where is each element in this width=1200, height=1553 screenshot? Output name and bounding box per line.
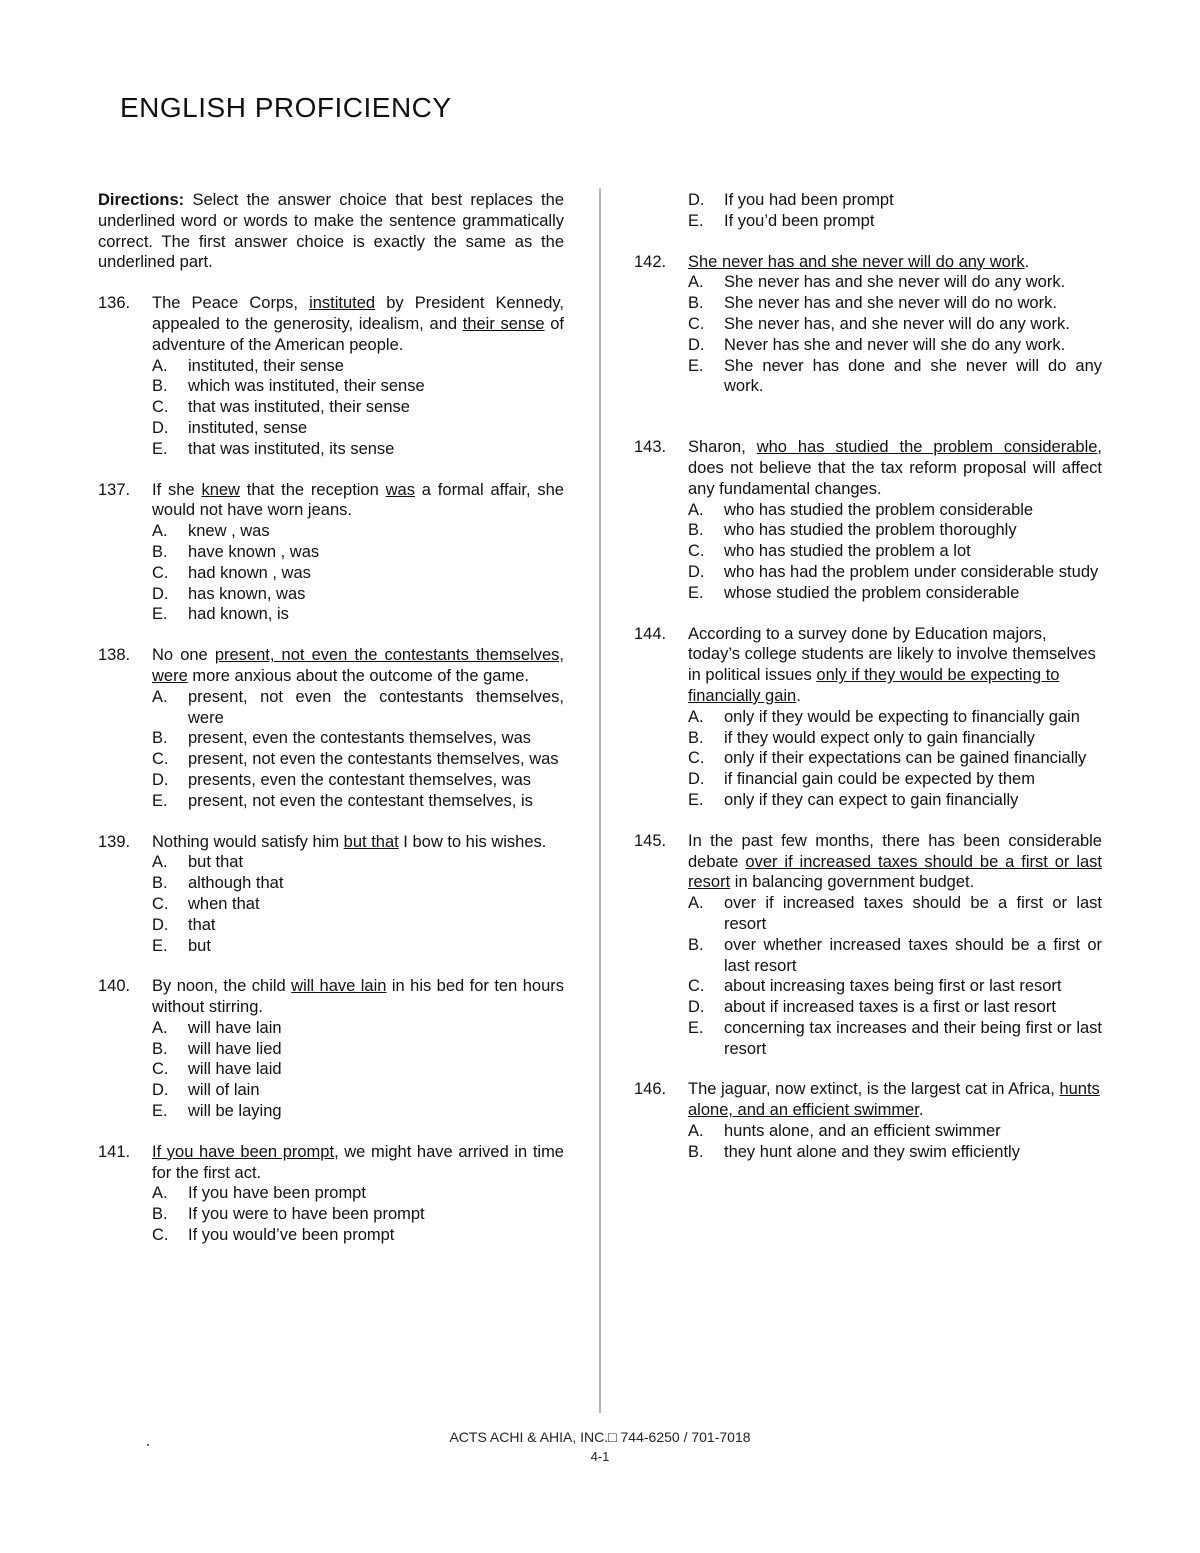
answer-option: E. If you’d been prompt: [688, 211, 875, 230]
underlined-part: who has studied the problem considerable: [756, 438, 1098, 457]
answer-option: A. over if increased taxes should be a first or last resort: [688, 894, 1102, 933]
question-number: 139.: [98, 832, 131, 851]
answer-option: A. present, not even the contestants themselves, were: [152, 687, 564, 727]
question-number: 136.: [98, 294, 131, 313]
answer-option: A. only if they would be expecting to financially gain: [688, 707, 1080, 726]
question-stem: According to a survey done by Education majors, today’s college students are likely to involve themselves in political issues only if they would be expecting to financially gain.: [688, 624, 1096, 705]
right-column: [634, 190, 1102, 1163]
answer-option: A. will have lain: [152, 1018, 282, 1037]
underlined-part: only if they would be expecting to financially gain: [688, 666, 1060, 705]
answer-option: C. when that: [152, 894, 260, 913]
underlined-part: their sense: [462, 314, 545, 333]
answer-option: D. will of lain: [152, 1081, 260, 1100]
column-divider: [599, 188, 601, 1413]
directions: [98, 190, 564, 273]
answer-option: C. that was instituted, their sense: [152, 398, 410, 417]
answer-option: E. will be laying: [152, 1102, 282, 1121]
question-number: 138.: [98, 646, 131, 665]
answer-option: B. over whether increased taxes should be a first or last resort: [688, 935, 1102, 975]
answer-option: C. If you would’ve been prompt: [152, 1226, 395, 1245]
question-144: [634, 624, 1102, 811]
question-142: [634, 252, 1102, 398]
answer-option: E. only if they can expect to gain financially: [688, 790, 1019, 809]
answer-option: B. they hunt alone and they swim efficiently: [688, 1142, 1020, 1161]
answer-option: C. who has studied the problem a lot: [688, 542, 971, 561]
page-title: ENGLISH PROFICIENCY: [120, 92, 452, 123]
underlined-part: If you have been prompt: [152, 1142, 335, 1161]
question-141: [98, 1142, 564, 1246]
question-stem: Nothing would satisfy him but that I bow to his wishes.: [152, 832, 547, 851]
answer-option: E. but: [152, 936, 211, 955]
underlined-part: present, not even the contestants themselves, were: [152, 646, 564, 685]
question-number: 144.: [634, 624, 667, 643]
answer-option: C. present, not even the contestants themselves, was: [152, 750, 559, 769]
question-number: 143.: [634, 438, 667, 457]
answer-option: B. which was instituted, their sense: [152, 377, 425, 396]
answer-option: C. She never has, and she never will do any work.: [688, 314, 1070, 333]
answer-option: E. present, not even the contestant themselves, is: [152, 791, 533, 810]
underlined-part: will have lain: [291, 977, 387, 996]
question-stem: If she knew that the reception was a formal affair, she would not have worn jeans.: [152, 480, 564, 520]
underlined-part: She never has and she never will do any work: [688, 252, 1025, 271]
footer-publisher: ACTS ACHI & AHIA, INC.□ 744-6250 / 701-7018: [449, 1429, 751, 1445]
question-stem: Sharon, who has studied the problem considerable, does not believe that the tax reform proposal will affect any fundamental changes.: [688, 438, 1103, 498]
question-139: [98, 832, 564, 957]
underlined-part: but that: [343, 832, 399, 851]
answer-option: A. She never has and she never will do any work.: [688, 273, 1066, 292]
question-stem: No one present, not even the contestants themselves, were more anxious about the outcome of the game.: [152, 646, 564, 685]
question-stem: The Peace Corps, instituted by President Kennedy, appealed to the generosity, idealism, and their sense of adventure of the American people.: [152, 294, 564, 354]
answer-option: B. have known , was: [152, 542, 320, 561]
answer-option: D. if financial gain could be expected by them: [688, 770, 1035, 789]
question-stem: By noon, the child will have lain in his bed for ten hours without stirring.: [152, 977, 564, 1017]
answer-option: B. present, even the contestants themselves, was: [152, 729, 532, 748]
question-number: 137.: [98, 480, 131, 499]
question-number: 141.: [98, 1142, 131, 1161]
underlined-part: hunts alone, and an efficient swimmer: [688, 1080, 1100, 1120]
question-137: [98, 480, 564, 626]
directions-text: Select the answer choice that best replaces the underlined word or words to make the sentence grammatically correct. The first answer choice is exactly the same as the underlined part.: [98, 191, 564, 272]
answer-option: C. about increasing taxes being first or last resort: [688, 977, 1062, 996]
answer-option: B. will have lied: [152, 1039, 282, 1058]
answer-option: A. but that: [152, 853, 244, 872]
question-number: 140.: [98, 977, 131, 996]
question-number: 146.: [634, 1080, 667, 1099]
question-stem: She never has and she never will do any work.: [688, 252, 1030, 271]
page-number: 4-1: [590, 1449, 610, 1464]
answer-option: D. Never has she and never will she do any work.: [688, 335, 1066, 354]
left-column: [98, 190, 564, 1246]
underlined-part: over if increased taxes should be a first or last resort: [688, 852, 1102, 892]
underlined-part: was: [385, 480, 415, 499]
answer-option: E. concerning tax increases and their being first or last resort: [688, 1018, 1102, 1058]
answer-option: D. about if increased taxes is a first or last resort: [688, 998, 1056, 1017]
answer-option: B. who has studied the problem thoroughly: [688, 521, 1017, 540]
question-stem: The jaguar, now extinct, is the largest cat in Africa, hunts alone, and an efficient swimmer.: [688, 1080, 1100, 1120]
answer-option: B. She never has and she never will do no work.: [688, 294, 1057, 313]
question-146: [634, 1079, 1102, 1162]
answer-option: D. has known, was: [152, 584, 306, 603]
question-136: [98, 293, 564, 459]
answer-option: A. knew , was: [152, 522, 270, 541]
question-143: [634, 437, 1102, 603]
answer-option: B. although that: [152, 874, 284, 893]
answer-option: E. had known, is: [152, 605, 289, 624]
answer-option: D. who has had the problem under considerable study: [688, 562, 1099, 581]
question-140: [98, 976, 564, 1122]
answer-option: A. If you have been prompt: [152, 1184, 366, 1203]
answer-option: D. presents, even the contestant themselves, was: [152, 770, 532, 789]
underlined-part: knew: [201, 480, 240, 499]
answer-option: C. will have laid: [152, 1060, 282, 1079]
question-stem: If you have been prompt, we might have arrived in time for the first act.: [152, 1142, 564, 1182]
answer-option: D. If you had been prompt: [688, 191, 894, 209]
answer-option: B. if they would expect only to gain financially: [688, 728, 1035, 747]
directions-label: Directions:: [98, 191, 185, 209]
answer-option: A. who has studied the problem considerable: [688, 500, 1034, 519]
question-number: 145.: [634, 831, 667, 850]
question-145: [634, 831, 1102, 1060]
answer-option: E. whose studied the problem considerable: [688, 583, 1020, 602]
answer-option: A. hunts alone, and an efficient swimmer: [688, 1122, 1001, 1141]
question-stem: In the past few months, there has been considerable debate over if increased taxes should be a first or last resort in balancing government budget.: [688, 831, 1102, 892]
question-141-continued: [688, 190, 1102, 232]
question-138: [98, 645, 564, 811]
answer-option: D. that: [152, 915, 216, 934]
answer-option: E. that was instituted, its sense: [152, 439, 395, 458]
answer-option: C. only if their expectations can be gained financially: [688, 749, 1087, 768]
answer-option: E. She never has done and she never will do any work.: [688, 356, 1102, 396]
answer-option: C. had known , was: [152, 563, 311, 582]
answer-option: B. If you were to have been prompt: [152, 1205, 425, 1224]
question-number: 142.: [634, 252, 667, 271]
page-footer: [0, 1427, 1200, 1467]
answer-option: A. instituted, their sense: [152, 356, 344, 375]
answer-option: D. instituted, sense: [152, 418, 308, 437]
underlined-part: instituted: [309, 294, 376, 313]
